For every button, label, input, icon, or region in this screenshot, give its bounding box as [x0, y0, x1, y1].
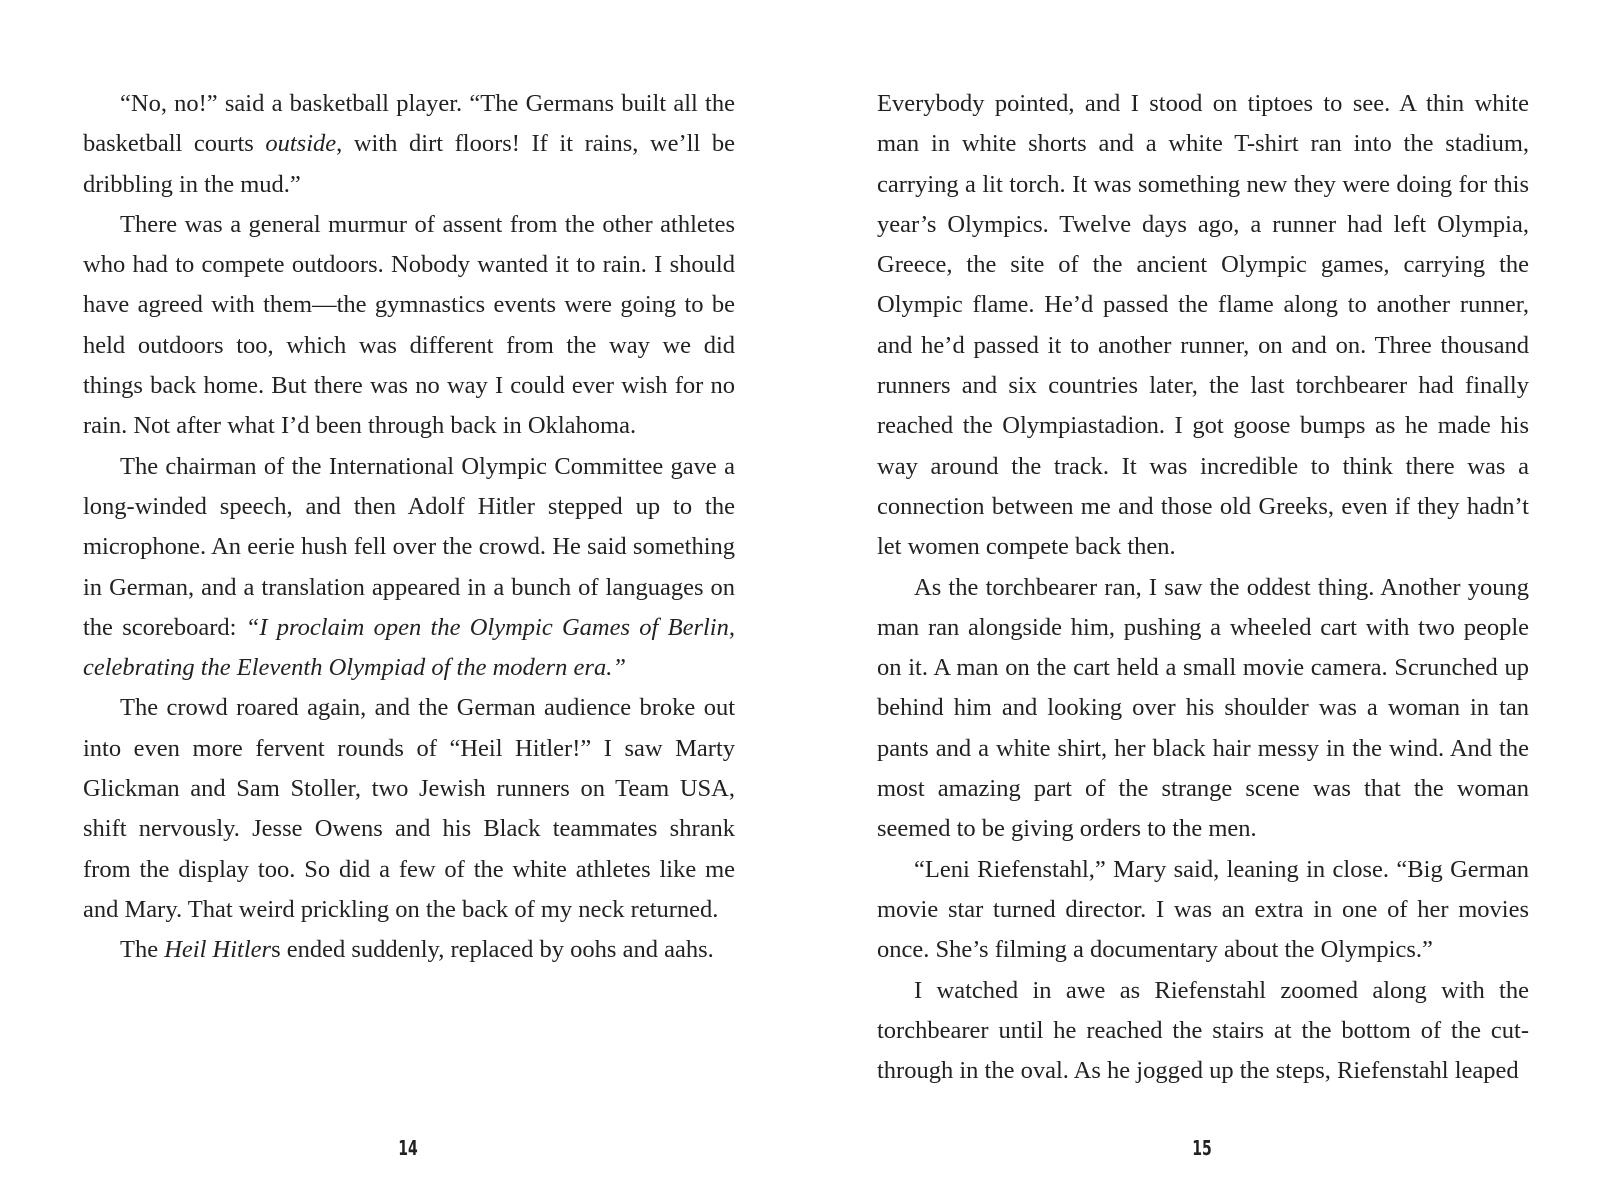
- paragraph: [877, 84, 1529, 568]
- text-run: The chairman of the International Olympic Committee gave a long-winded speech, and then Adolf Hitler stepped up to the microphone. An eerie hush fell over the crowd. He said something in German, and a translation appeared in a bunch of languages on the scoreboard:: [83, 452, 735, 641]
- italic-text-run: outside: [265, 130, 337, 158]
- text-run: As the torchbearer ran, I saw the oddest thing. Another young man ran alongside him, pushing a wheeled cart with two people on it. A man on the cart held a small movie camera. Scrunched up behind him and looking over his shoulder was a woman in tan pants and a white shirt, her black hair messy in the wind. And the most amazing part of the strange scene was that the woman seemed to be giving orders to the men.: [877, 573, 1529, 843]
- italic-text-run: “I proclaim open the Olympic Games of Berlin, celebrating the Eleventh Olympiad of the modern era.”: [83, 613, 735, 682]
- paragraph: [83, 930, 735, 970]
- paragraph: [83, 84, 735, 205]
- text-run: I watched in awe as Riefenstahl zoomed along with the torchbearer until he reached the stairs at the bottom of the cut-through in the oval. As he jogged up the steps, Riefenstahl leaped: [877, 976, 1529, 1085]
- right-page-number: 15: [1192, 1136, 1212, 1160]
- text-run: , with dirt floors! If it rains, we’ll be dribbling in the mud.”: [83, 130, 735, 198]
- left-page-number: 14: [398, 1136, 418, 1160]
- left-page-text: [83, 84, 735, 971]
- right-page-text: [877, 84, 1529, 1091]
- paragraph: [877, 971, 1529, 1092]
- text-run: The: [120, 936, 165, 964]
- paragraph: [83, 688, 735, 930]
- text-run: There was a general murmur of assent from the other athletes who had to compete outdoors. Nobody wanted it to rain. I should have agreed with them—the gymnastics events were going to be held outdoors too, which was different from the way we did things back home. But there was no way I could ever wish for no rain. Not after what I’d been through back in Oklahoma.: [83, 210, 735, 440]
- text-run: s ended suddenly, replaced by oohs and aahs.: [271, 936, 714, 964]
- text-run: The crowd roared again, and the German audience broke out into even more fervent rounds of “Heil Hitler!” I saw Marty Glickman and Sam Stoller, two Jewish runners on Team USA, shift nervously. Jesse Owens and his Black teammates shrank from the display too. So did a few of the white athletes like me and Mary. That weird prickling on the back of my neck returned.: [83, 694, 735, 923]
- text-run: “Leni Riefenstahl,” Mary said, leaning in close. “Big German movie star turned director. I was an extra in one of her movies once. She’s filming a documentary about the Olympics.”: [877, 855, 1529, 964]
- paragraph: [83, 447, 735, 689]
- paragraph: [83, 205, 735, 447]
- paragraph: [877, 568, 1529, 850]
- paragraph: [877, 850, 1529, 971]
- text-run: Everybody pointed, and I stood on tiptoes to see. A thin white man in white shorts and a white T-shirt ran into the stadium, carrying a lit torch. It was something new they were doing for this year’s Olympics. Twelve days ago, a runner had left Olympia, Greece, the site of the ancient Olympic games, carrying the Olympic flame. He’d passed the flame along to another runner, and he’d passed it to another runner, on and on. Three thousand runners and six countries later, the last torchbearer had finally reached the Olympiastadion. I got goose bumps as he made his way around the track. It was incredible to think there was a connection between me and those old Greeks, even if they hadn’t let women compete back then.: [877, 90, 1529, 561]
- italic-text-run: Heil Hitler: [164, 936, 272, 964]
- text-run: “No, no!” said a basketball player. “The Germans built all the basketball courts: [83, 90, 735, 158]
